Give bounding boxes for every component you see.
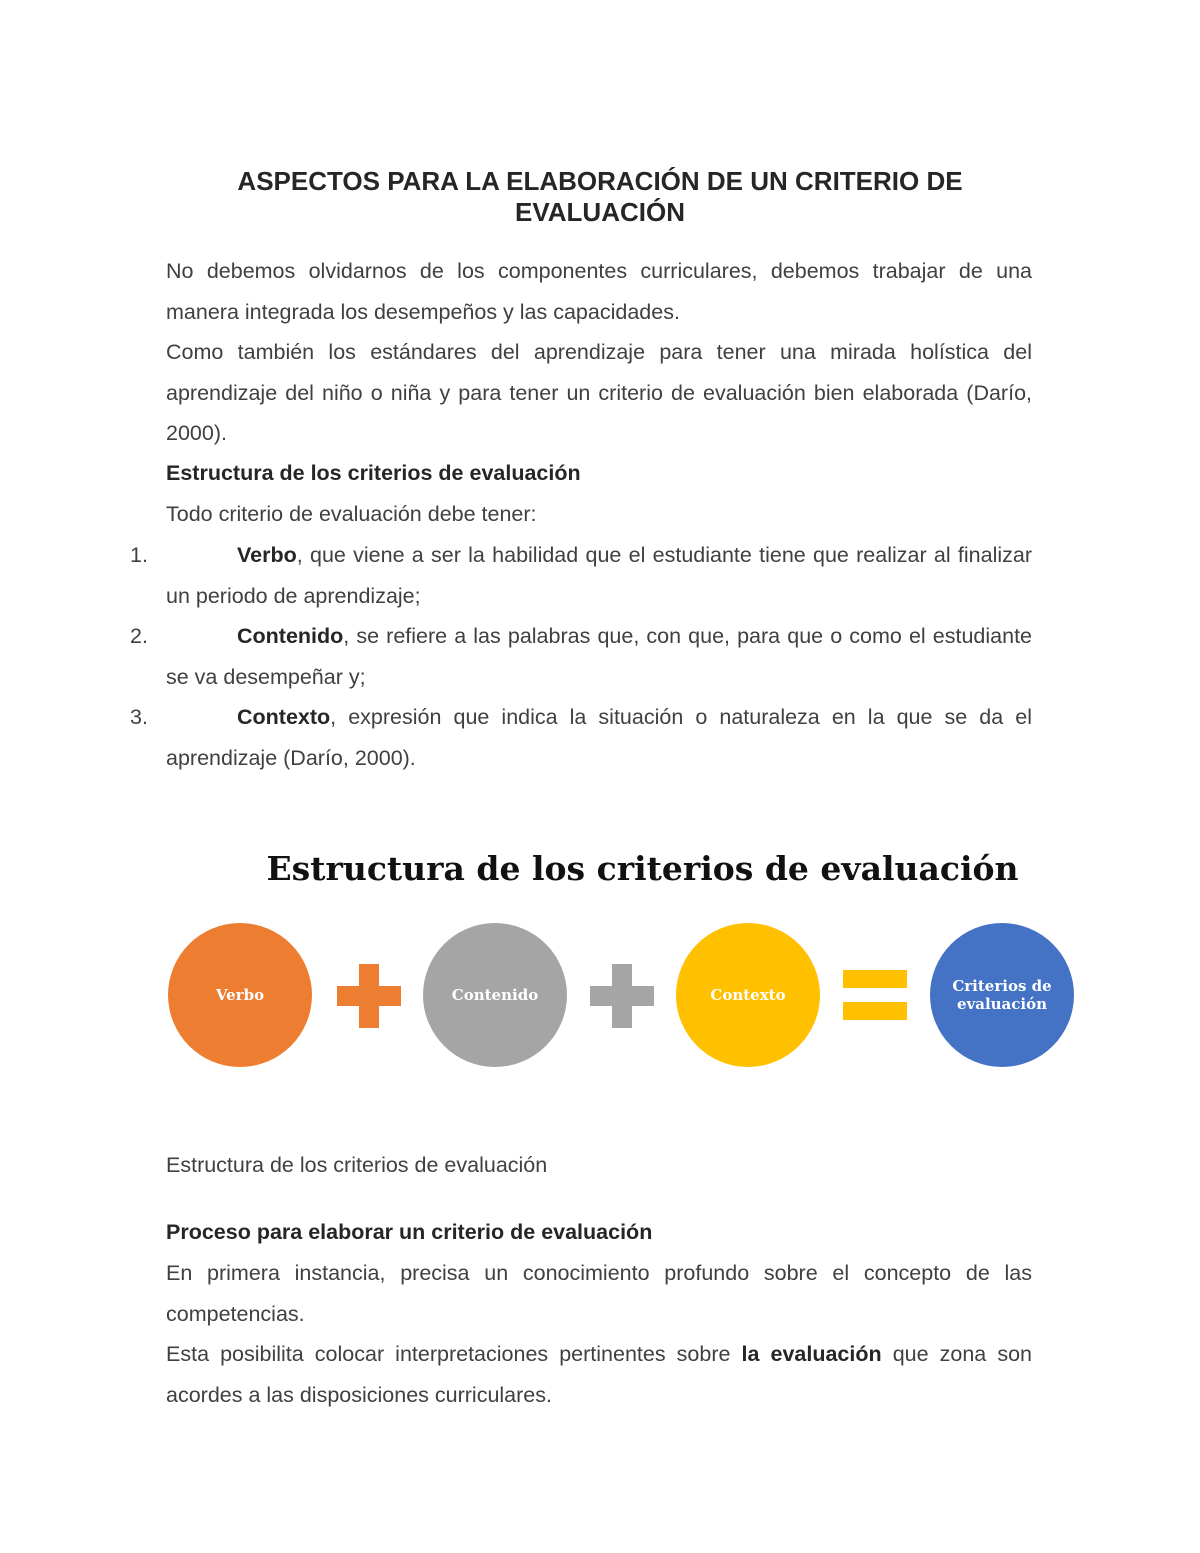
list-number: 3. — [130, 705, 148, 729]
circle-contenido — [423, 923, 567, 1067]
equals-icon — [843, 968, 907, 1022]
circle-criterios — [930, 923, 1074, 1067]
list-text — [166, 616, 1032, 697]
paragraph-interpretations — [166, 1334, 1032, 1415]
heading-structure: Estructura de los criterios de evaluación — [166, 461, 581, 485]
list-term: Verbo — [237, 543, 297, 567]
list-number: 2. — [130, 624, 148, 648]
circle-label: Criterios de evaluación — [952, 977, 1052, 1013]
list-number: 1. — [130, 543, 148, 567]
heading-process: Proceso para elaborar un criterio de evaluación — [166, 1220, 653, 1244]
list-term: Contenido — [237, 624, 344, 648]
diagram-title: Estructura de los criterios de evaluación — [266, 849, 1019, 888]
plus-icon — [337, 964, 401, 1028]
circle-label: Contexto — [710, 986, 786, 1004]
list-text — [166, 535, 1032, 616]
circle-contexto — [676, 923, 820, 1067]
paragraph-standards: Como también los estándares del aprendizaje para tener una mirada holística del aprendizaje del niño o niña y para tener un criterio de evaluación bien elaborada (Darío, 2000). — [166, 340, 1032, 446]
title-line-1: ASPECTOS PARA LA ELABORACIÓN DE UN CRITERIO DE — [237, 166, 963, 196]
list-description: , se refiere a las palabras que, con que, para que o como el estudiante se va desempeñar y; — [166, 624, 1032, 689]
list-text — [166, 697, 1032, 778]
figure-caption: Estructura de los criterios de evaluación — [166, 1153, 548, 1177]
list-description: , expresión que indica la situación o naturaleza en la que se da el aprendizaje (Darío, 2000). — [166, 705, 1032, 770]
circle-label: Contenido — [451, 986, 539, 1004]
plus-icon — [590, 964, 654, 1028]
structure-diagram — [160, 835, 1090, 1095]
paragraph-must-have: Todo criterio de evaluación debe tener: — [166, 502, 537, 526]
circle-label: Verbo — [215, 986, 265, 1004]
paragraph-first-instance: En primera instancia, precisa un conocimiento profundo sobre el concepto de las competencias. — [166, 1261, 1032, 1326]
paragraph-components: No debemos olvidarnos de los componentes curriculares, debemos trabajar de una manera integrada los desempeños y las capacidades. — [166, 259, 1032, 324]
list-term: Contexto — [237, 705, 331, 729]
para5-start: Esta posibilita colocar interpretaciones pertinentes sobre — [166, 1342, 742, 1366]
para5-bold: la evaluación — [741, 1342, 882, 1366]
list-description: , que viene a ser la habilidad que el estudiante tiene que realizar al finalizar un periodo de aprendizaje; — [166, 543, 1032, 608]
title-line-2: EVALUACIÓN — [515, 197, 685, 227]
para5-end: que zona son acordes a las disposiciones curriculares. — [166, 1342, 1032, 1407]
document-title — [166, 166, 1034, 228]
circle-verbo — [168, 923, 312, 1067]
